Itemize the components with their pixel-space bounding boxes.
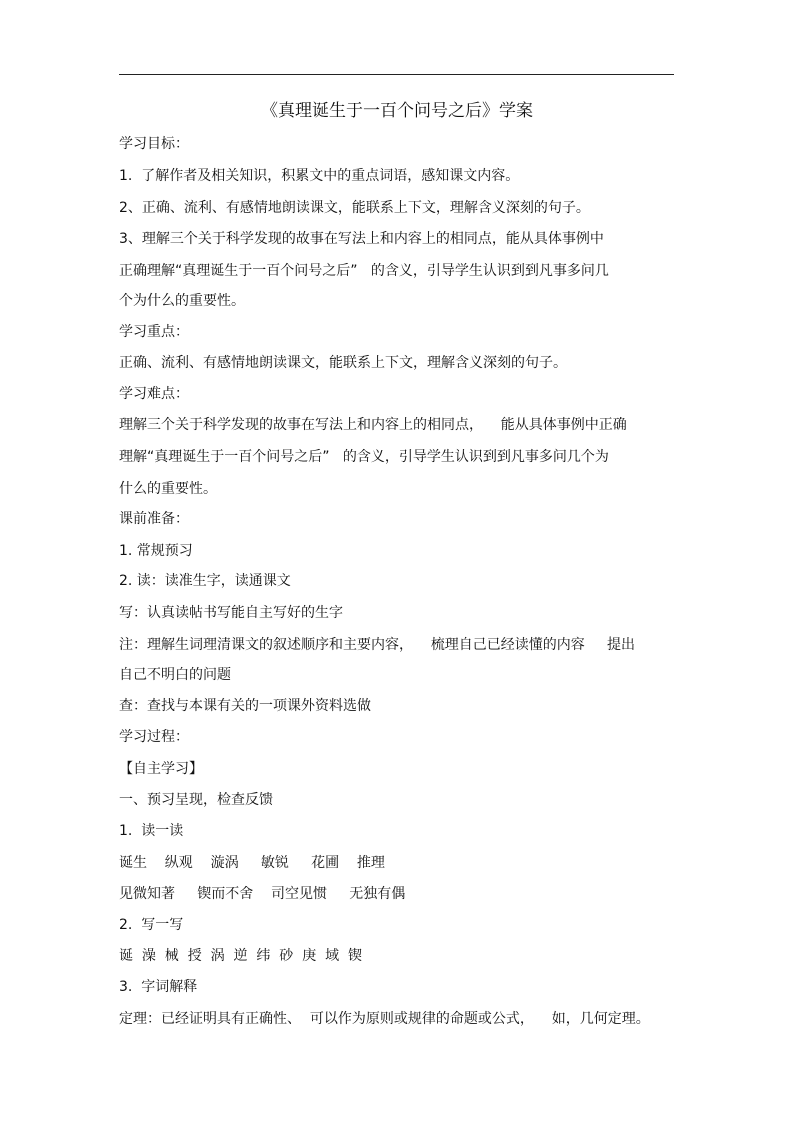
objective-2: 2、正确、流利、有感情地朗读课文，能联系上下文，理解含义深刻的句子。 — [119, 200, 590, 216]
key-points-text: 正确、流利、有感情地朗读课文，能联系上下文，理解含义深刻的句子。 — [119, 355, 567, 371]
preparation-search: 查：查找与本课有关的一项课外资料选做 — [119, 698, 371, 714]
heading-process: 学习过程： — [119, 729, 189, 745]
difficulties-line-2: 理解“真理诞生于一百个问号之后” 的含义，引导学生认识到到凡事多问几个为 — [119, 449, 609, 465]
preparation-1: 1. 常规预习 — [119, 543, 193, 559]
objective-3-line-2: 正确理解“真理诞生于一百个问号之后” 的含义，引导学生认识到到凡事多问几 — [119, 263, 609, 279]
subsection-preview: 一、预习呈现，检查反馈 — [119, 792, 273, 808]
document-title: 《真理诞生于一百个问号之后》学案 — [261, 101, 533, 121]
difficulties-line-1: 理解三个关于科学发现的故事在写法上和内容上的相同点， 能从具体事例中正确 — [119, 417, 627, 433]
heading-preparation: 课前准备： — [119, 511, 189, 527]
header-rule — [119, 74, 674, 75]
write-characters: 诞 澡 械 授 涡 逆 纬 砂 庚 域 锲 — [119, 948, 363, 964]
preparation-note-line-2: 自己不明白的问题 — [119, 667, 231, 683]
read-words-2: 见微知著 锲而不舍 司空见惯 无独有偶 — [119, 886, 406, 902]
preparation-note-line-1: 注：理解生词理清课文的叙述顺序和主要内容， 梳理自己已经读懂的内容 提出 — [119, 637, 636, 653]
preparation-write: 写：认真读帖书写能自主写好的生字 — [119, 605, 343, 621]
difficulties-line-3: 什么的重要性。 — [119, 481, 217, 497]
section-self-study: 【自主学习】 — [119, 761, 203, 777]
heading-objectives: 学习目标： — [119, 136, 189, 152]
preparation-2: 2. 读：读准生字，读通课文 — [119, 573, 291, 589]
objective-3-line-1: 3、理解三个关于科学发现的故事在写法上和内容上的相同点，能从具体事例中 — [119, 231, 604, 247]
heading-difficulties: 学习难点： — [119, 386, 189, 402]
read-words-1: 诞生 纵观 漩涡 敏锐 花圃 推理 — [119, 855, 385, 871]
vocabulary-definition: 定理：已经证明具有正确性、 可以作为原则或规律的命题或公式， 如，几何定理。 — [119, 1011, 650, 1027]
heading-key-points: 学习重点： — [119, 324, 189, 340]
objective-1: 1. 了解作者及相关知识，积累文中的重点词语，感知课文内容。 — [119, 168, 520, 184]
item-read-heading: 1. 读一读 — [119, 823, 184, 839]
objective-3-line-3: 个为什么的重要性。 — [119, 293, 245, 309]
item-vocabulary-heading: 3. 字词解释 — [119, 979, 198, 995]
item-write-heading: 2. 写一写 — [119, 917, 184, 933]
